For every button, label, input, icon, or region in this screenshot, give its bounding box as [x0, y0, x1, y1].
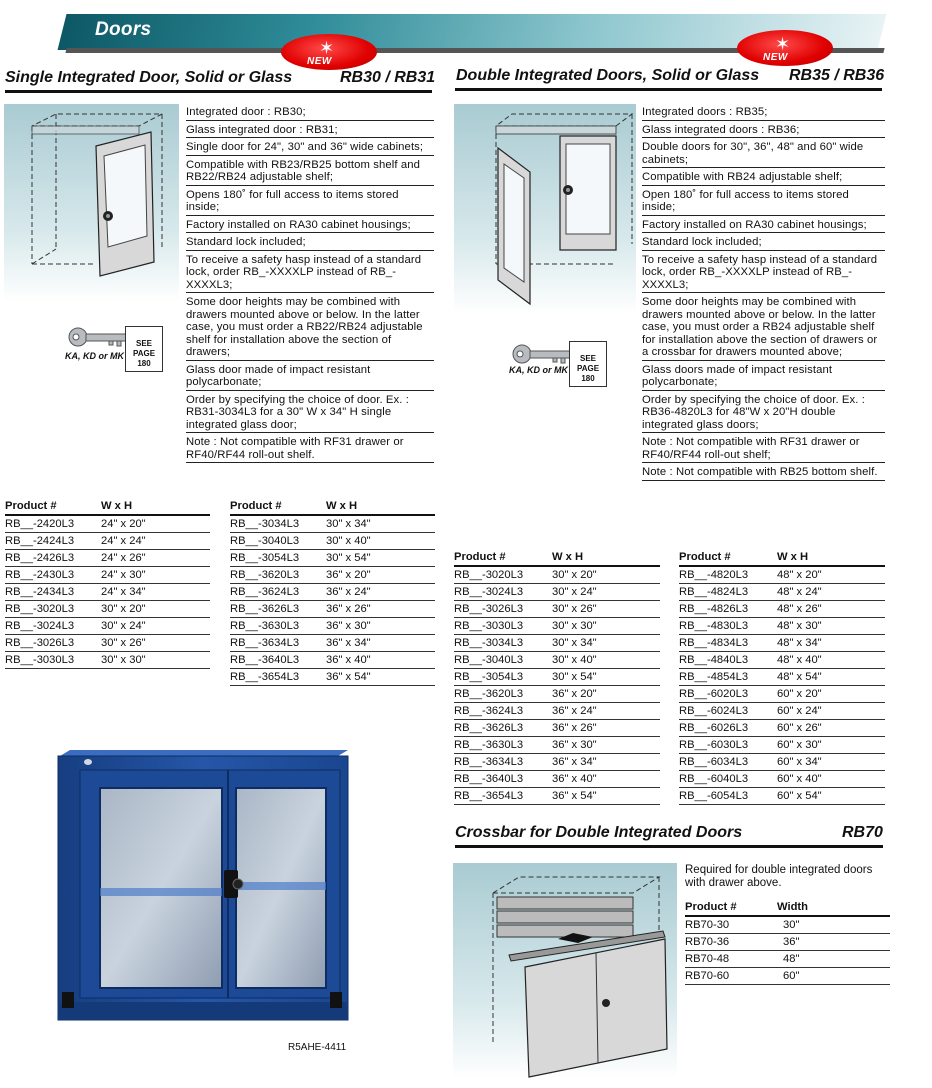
size-cell: 30" x 30"	[101, 652, 210, 669]
starburst-icon: ✶	[319, 38, 335, 58]
column-header-product: Product #	[679, 548, 777, 566]
product-number-cell: RB__-3034L3	[454, 635, 552, 652]
table-row	[679, 754, 885, 771]
product-number-cell: RB__-2420L3	[5, 515, 101, 533]
left-feature-list	[186, 103, 434, 463]
product-number-cell: RB__-3020L3	[5, 601, 101, 618]
feature-item: Factory installed on RA30 cabinet housings;	[186, 216, 434, 234]
size-cell: 48"	[777, 951, 890, 968]
right-product-table-a	[454, 548, 660, 805]
product-number-cell: RB__-6030L3	[679, 737, 777, 754]
table-row	[5, 635, 210, 652]
product-number-cell: RB70-60	[685, 968, 777, 985]
size-cell: 48" x 40"	[777, 652, 885, 669]
size-cell: 30" x 30"	[552, 618, 660, 635]
product-number-cell: RB__-2424L3	[5, 533, 101, 550]
product-number-cell: RB__-3630L3	[230, 618, 326, 635]
size-cell: 48" x 34"	[777, 635, 885, 652]
product-number-cell: RB__-2430L3	[5, 567, 101, 584]
table-row	[685, 968, 890, 985]
feature-item: Glass doors made of impact resistant polycarbonate;	[642, 361, 885, 391]
size-cell: 36" x 34"	[552, 754, 660, 771]
column-header-product: Product #	[685, 898, 777, 916]
product-number-cell: RB__-3040L3	[230, 533, 326, 550]
crossbar-illustration	[453, 863, 677, 1078]
table-row	[679, 771, 885, 788]
size-cell: 30" x 26"	[101, 635, 210, 652]
product-number-cell: RB70-30	[685, 916, 777, 934]
left-product-table-a	[5, 497, 210, 669]
new-badge-left: ✶ NEW	[281, 34, 379, 76]
size-cell: 36" x 26"	[552, 720, 660, 737]
feature-item: Some door heights may be combined with drawers mounted above or below. In the latter case, you must order a RB24 adjustable shelf for installation above the section of drawers or a crossbar for drawers mounted above;	[642, 293, 885, 361]
left-section-title: Single Integrated Door, Solid or Glass	[5, 69, 293, 86]
table-row	[230, 584, 435, 601]
size-cell: 30" x 54"	[552, 669, 660, 686]
table-row	[679, 601, 885, 618]
page-title: Doors	[95, 19, 152, 40]
product-number-cell: RB__-2426L3	[5, 550, 101, 567]
size-cell: 30" x 26"	[552, 601, 660, 618]
feature-item: Order by specifying the choice of door. Ex. : RB31-3034L3 for a 30" W x 34" H single integrated glass door;	[186, 391, 434, 434]
table-row	[454, 635, 660, 652]
feature-item: Some door heights may be combined with drawers mounted above or below. In the latter case, you must order a RB22/RB24 adjustable shelf for installation above the section of drawers;	[186, 293, 434, 361]
table-row	[454, 771, 660, 788]
table-row	[230, 567, 435, 584]
size-cell: 60" x 54"	[777, 788, 885, 805]
crossbar-description: Required for double integrated doors with drawer above.	[685, 864, 873, 889]
size-cell: 48" x 20"	[777, 566, 885, 584]
size-cell: 36" x 30"	[552, 737, 660, 754]
size-cell: 36"	[777, 934, 890, 951]
feature-item: Glass integrated doors : RB36;	[642, 121, 885, 139]
column-header-size: W x H	[552, 548, 660, 566]
feature-item: Double doors for 30", 36", 48" and 60" wide cabinets;	[642, 138, 885, 168]
table-row	[5, 652, 210, 669]
feature-item: Note : Not compatible with RF31 drawer or RF40/RF44 roll-out shelf.	[186, 433, 434, 463]
product-number-cell: RB__-3640L3	[230, 652, 326, 669]
table-row	[5, 567, 210, 584]
left-section-code: RB30 / RB31	[340, 69, 436, 86]
table-row	[454, 601, 660, 618]
product-number-cell: RB__-4840L3	[679, 652, 777, 669]
size-cell: 30" x 20"	[552, 566, 660, 584]
table-row	[679, 669, 885, 686]
product-number-cell: RB__-3634L3	[230, 635, 326, 652]
column-header-product: Product #	[5, 497, 101, 515]
table-row	[230, 669, 435, 686]
product-number-cell: RB__-3040L3	[454, 652, 552, 669]
feature-item: Standard lock included;	[186, 233, 434, 251]
crossbar-product-table	[685, 898, 890, 985]
product-number-cell: RB__-2434L3	[5, 584, 101, 601]
table-row	[454, 754, 660, 771]
table-row	[454, 669, 660, 686]
feature-item: Integrated doors : RB35;	[642, 103, 885, 121]
table-row	[230, 652, 435, 669]
table-row	[685, 916, 890, 934]
size-cell: 48" x 24"	[777, 584, 885, 601]
feature-item: To receive a safety hasp instead of a standard lock, order RB_-XXXXLP instead of RB_-XXXXL3;	[186, 251, 434, 294]
product-number-cell: RB__-4824L3	[679, 584, 777, 601]
table-row	[454, 720, 660, 737]
size-cell: 36" x 20"	[552, 686, 660, 703]
key-icon	[67, 326, 129, 348]
right-section-code: RB35 / RB36	[789, 67, 885, 84]
feature-item: Integrated door : RB30;	[186, 103, 434, 121]
table-row	[679, 737, 885, 754]
size-cell: 48" x 30"	[777, 618, 885, 635]
size-cell: 30" x 24"	[552, 584, 660, 601]
product-number-cell: RB70-48	[685, 951, 777, 968]
table-row	[454, 737, 660, 754]
feature-item: To receive a safety hasp instead of a standard lock, order RB_-XXXXLP instead of RB_-XXXXL3;	[642, 251, 885, 294]
right-section-title: Double Integrated Doors, Solid or Glass	[456, 67, 760, 84]
right-feature-list	[642, 103, 885, 481]
size-cell: 30"	[777, 916, 890, 934]
table-row	[5, 550, 210, 567]
size-cell: 24" x 24"	[101, 533, 210, 550]
product-number-cell: RB__-3034L3	[230, 515, 326, 533]
table-row	[679, 618, 885, 635]
table-row	[454, 652, 660, 669]
table-row	[230, 550, 435, 567]
right-product-table-b	[679, 548, 885, 805]
size-cell: 36" x 24"	[326, 584, 435, 601]
see-page-box-left: SEE PAGE 180	[125, 326, 163, 372]
key-info-right: KA, KD or MK SEE PAGE 180	[507, 337, 607, 392]
product-number-cell: RB__-4826L3	[679, 601, 777, 618]
starburst-icon: ✶	[775, 34, 791, 54]
size-cell: 36" x 24"	[552, 703, 660, 720]
product-number-cell: RB__-3030L3	[5, 652, 101, 669]
table-row	[679, 566, 885, 584]
key-info-left: KA, KD or MK SEE PAGE 180	[63, 320, 163, 375]
product-number-cell: RB__-3626L3	[454, 720, 552, 737]
left-product-table-b	[230, 497, 435, 686]
feature-item: Standard lock included;	[642, 233, 885, 251]
product-number-cell: RB__-3624L3	[454, 703, 552, 720]
product-number-cell: RB__-6040L3	[679, 771, 777, 788]
product-number-cell: RB__-6054L3	[679, 788, 777, 805]
column-header-size: W x H	[101, 497, 210, 515]
size-cell: 30" x 54"	[326, 550, 435, 567]
size-cell: 30" x 20"	[101, 601, 210, 618]
table-row	[230, 533, 435, 550]
product-number-cell: RB__-6026L3	[679, 720, 777, 737]
double-door-illustration	[454, 104, 636, 314]
product-number-cell: RB__-3020L3	[454, 566, 552, 584]
size-cell: 60" x 20"	[777, 686, 885, 703]
size-cell: 30" x 34"	[326, 515, 435, 533]
size-cell: 24" x 34"	[101, 584, 210, 601]
product-number-cell: RB__-3026L3	[5, 635, 101, 652]
table-row	[454, 584, 660, 601]
product-number-cell: RB__-3620L3	[230, 567, 326, 584]
feature-item: Compatible with RB23/RB25 bottom shelf and RB22/RB24 adjustable shelf;	[186, 156, 434, 186]
size-cell: 60" x 40"	[777, 771, 885, 788]
table-row	[230, 601, 435, 618]
product-number-cell: RB__-3630L3	[454, 737, 552, 754]
key-icon	[511, 343, 573, 365]
feature-item: Single door for 24", 30" and 36" wide cabinets;	[186, 138, 434, 156]
blue-cabinet-photo	[48, 740, 358, 1040]
product-number-cell: RB__-4854L3	[679, 669, 777, 686]
table-row	[454, 788, 660, 805]
size-cell: 36" x 40"	[552, 771, 660, 788]
size-cell: 48" x 26"	[777, 601, 885, 618]
table-row	[5, 515, 210, 533]
product-number-cell: RB__-3640L3	[454, 771, 552, 788]
size-cell: 30" x 24"	[101, 618, 210, 635]
size-cell: 30" x 34"	[552, 635, 660, 652]
left-section-rule	[5, 90, 432, 93]
table-row	[454, 686, 660, 703]
table-row	[679, 635, 885, 652]
product-number-cell: RB70-36	[685, 934, 777, 951]
product-number-cell: RB__-3624L3	[230, 584, 326, 601]
column-header-product: Product #	[454, 548, 552, 566]
table-row	[454, 618, 660, 635]
feature-item: Order by specifying the choice of door. Ex. : RB36-4820L3 for 48"W x 20"H double integrated glass doors;	[642, 391, 885, 434]
table-row	[5, 533, 210, 550]
size-cell: 24" x 30"	[101, 567, 210, 584]
product-number-cell: RB__-6034L3	[679, 754, 777, 771]
size-cell: 60" x 26"	[777, 720, 885, 737]
feature-item: Glass integrated door : RB31;	[186, 121, 434, 139]
column-header-size: W x H	[777, 548, 885, 566]
product-number-cell: RB__-3054L3	[230, 550, 326, 567]
column-header-width: Width	[777, 898, 890, 916]
column-header-size: W x H	[326, 497, 435, 515]
product-number-cell: RB__-3634L3	[454, 754, 552, 771]
feature-item: Glass door made of impact resistant polycarbonate;	[186, 361, 434, 391]
feature-item: Compatible with RB24 adjustable shelf;	[642, 168, 885, 186]
column-header-product: Product #	[230, 497, 326, 515]
product-number-cell: RB__-3626L3	[230, 601, 326, 618]
size-cell: 24" x 20"	[101, 515, 210, 533]
table-row	[5, 584, 210, 601]
table-row	[230, 515, 435, 533]
table-row	[685, 951, 890, 968]
size-cell: 30" x 40"	[552, 652, 660, 669]
product-number-cell: RB__-3026L3	[454, 601, 552, 618]
product-number-cell: RB__-3620L3	[454, 686, 552, 703]
photo-caption: R5AHE-4411	[288, 1042, 347, 1053]
table-row	[679, 720, 885, 737]
product-number-cell: RB__-3654L3	[230, 669, 326, 686]
product-number-cell: RB__-4820L3	[679, 566, 777, 584]
size-cell: 60"	[777, 968, 890, 985]
table-row	[679, 652, 885, 669]
table-row	[685, 934, 890, 951]
crossbar-section-title: Crossbar for Double Integrated Doors	[455, 824, 743, 841]
size-cell: 36" x 40"	[326, 652, 435, 669]
size-cell: 36" x 30"	[326, 618, 435, 635]
new-badge-right: ✶ NEW	[737, 30, 835, 72]
product-number-cell: RB__-3030L3	[454, 618, 552, 635]
size-cell: 36" x 34"	[326, 635, 435, 652]
size-cell: 36" x 54"	[326, 669, 435, 686]
table-row	[230, 618, 435, 635]
size-cell: 30" x 40"	[326, 533, 435, 550]
feature-item: Note : Not compatible with RF31 drawer or RF40/RF44 roll-out shelf;	[642, 433, 885, 463]
feature-item: Open 180˚ for full access to items stored inside;	[642, 186, 885, 216]
crossbar-section-code: RB70	[842, 824, 883, 841]
single-door-illustration	[4, 104, 179, 302]
size-cell: 60" x 34"	[777, 754, 885, 771]
feature-item: Opens 180˚ for full access to items stored inside;	[186, 186, 434, 216]
table-row	[679, 686, 885, 703]
product-number-cell: RB__-4834L3	[679, 635, 777, 652]
see-page-box-right: SEE PAGE 180	[569, 341, 607, 387]
table-row	[454, 703, 660, 720]
product-number-cell: RB__-3654L3	[454, 788, 552, 805]
crossbar-section-rule	[455, 845, 883, 848]
table-row	[679, 788, 885, 805]
feature-item: Factory installed on RA30 cabinet housings;	[642, 216, 885, 234]
size-cell: 60" x 30"	[777, 737, 885, 754]
product-number-cell: RB__-3054L3	[454, 669, 552, 686]
size-cell: 36" x 26"	[326, 601, 435, 618]
table-row	[5, 601, 210, 618]
product-number-cell: RB__-6020L3	[679, 686, 777, 703]
product-number-cell: RB__-4830L3	[679, 618, 777, 635]
table-row	[5, 618, 210, 635]
product-number-cell: RB__-3024L3	[5, 618, 101, 635]
product-number-cell: RB__-6024L3	[679, 703, 777, 720]
feature-item: Note : Not compatible with RB25 bottom shelf.	[642, 463, 885, 481]
table-row	[454, 566, 660, 584]
table-row	[679, 703, 885, 720]
size-cell: 36" x 20"	[326, 567, 435, 584]
size-cell: 60" x 24"	[777, 703, 885, 720]
right-section-rule	[455, 88, 882, 91]
table-row	[679, 584, 885, 601]
size-cell: 36" x 54"	[552, 788, 660, 805]
table-row	[230, 635, 435, 652]
size-cell: 24" x 26"	[101, 550, 210, 567]
product-number-cell: RB__-3024L3	[454, 584, 552, 601]
size-cell: 48" x 54"	[777, 669, 885, 686]
